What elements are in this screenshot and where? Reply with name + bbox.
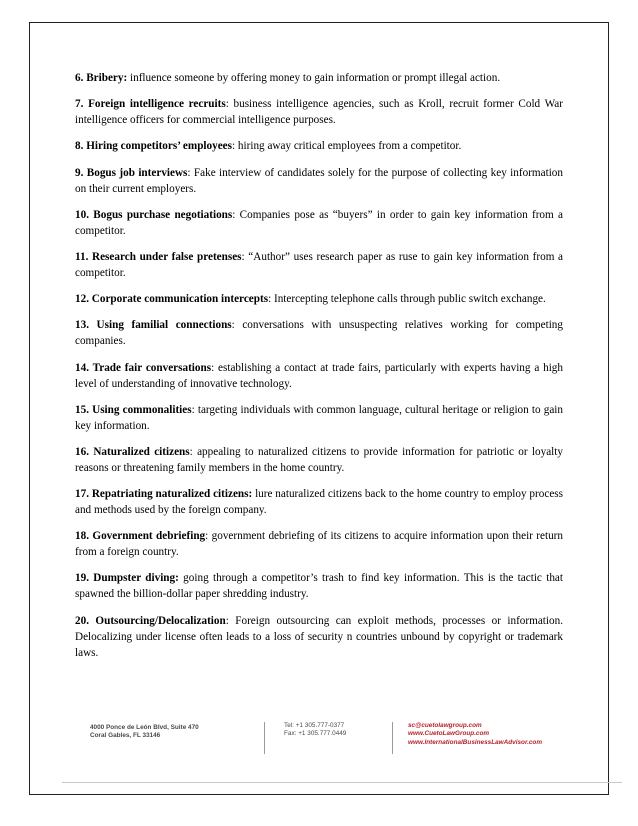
list-item xyxy=(75,402,563,434)
list-item xyxy=(75,528,563,560)
footer-divider xyxy=(264,722,265,754)
email-link[interactable]: sc@cuetolawgroup.com xyxy=(408,722,482,729)
item-text: : Companies pose as “buyers” in order to gain key information from a competitor. xyxy=(75,208,563,237)
letterhead-footer xyxy=(90,720,570,768)
list-item xyxy=(75,207,563,239)
item-title: 9. Bogus job interviews xyxy=(75,166,188,179)
item-text: : Foreign outsourcing can exploit methods, processes or information. Delocalizing under license often leads to a loss of security n countries unbound by copyright or trademark laws. xyxy=(75,614,563,659)
list-item xyxy=(75,138,563,154)
item-text: : establishing a contact at trade fairs, particularly with experts having a high level of understanding of innovative technology. xyxy=(75,361,563,390)
item-title: 11. Research under false pretenses xyxy=(75,250,242,263)
footer-web xyxy=(408,722,542,747)
item-title: 14. Trade fair conversations xyxy=(75,361,212,374)
item-text: : “Author” uses research paper as ruse to gain key information from a competitor. xyxy=(75,250,564,279)
list-item xyxy=(75,360,563,392)
item-title: 6. Bribery: xyxy=(75,72,128,84)
item-text: going through a competitor’s trash to find key information. This is the tactic that spawned the billion-dollar paper shredding industry. xyxy=(75,572,563,601)
item-title: 20. Outsourcing/Delocalization xyxy=(75,614,226,627)
item-text: : hiring away critical employees from a competitor. xyxy=(232,140,462,153)
tel-number: Tel: +1 305.777-0377 xyxy=(284,722,345,729)
footer-contact xyxy=(284,722,346,739)
item-text: : government debriefing of its citizens to acquire information upon their return from a foreign country. xyxy=(75,530,564,559)
item-title: 10. Bogus purchase negotiations xyxy=(75,208,233,221)
item-text: influence someone by offering money to gain information or prompt illegal action. xyxy=(127,72,501,84)
list-item xyxy=(75,165,563,197)
footer-divider xyxy=(392,722,393,754)
footer-address xyxy=(90,724,199,741)
fax-number: Fax: +1 305.777.0449 xyxy=(284,730,347,738)
item-text: : business intelligence agencies, such as Kroll, recruit former Cold War intelligence officers for commercial intelligence purposes. xyxy=(75,98,563,127)
item-text: : Fake interview of candidates solely for the purpose of collecting key information on their current employers. xyxy=(75,166,563,195)
list-item xyxy=(75,249,563,281)
footer-rule xyxy=(62,782,622,783)
list-item xyxy=(75,317,563,349)
item-text: : conversations with unsuspecting relatives working for competing companies. xyxy=(75,319,563,348)
list-item xyxy=(75,70,563,86)
list-item xyxy=(75,570,563,602)
item-text: : Intercepting telephone calls through public switch exchange. xyxy=(268,293,546,306)
item-title: 16. Naturalized citizens xyxy=(75,445,190,458)
item-title: 12. Corporate communication intercepts xyxy=(75,293,269,306)
list-item xyxy=(75,486,563,518)
item-title: 8. Hiring competitors’ employees xyxy=(75,140,233,153)
item-text: lure naturalized citizens back to the home country to employ process and methods used by the foreign company. xyxy=(75,488,563,517)
address-line-2: Coral Gables, FL 33146 xyxy=(90,732,161,740)
website-link-2[interactable]: www.InternationalBusinessLawAdvisor.com xyxy=(408,738,542,746)
item-title: 15. Using commonalities xyxy=(75,403,192,416)
item-title: 18. Government debriefing xyxy=(75,530,206,543)
item-title: 17. Repatriating naturalized citizens: xyxy=(75,488,253,501)
item-title: 13. Using familial connections xyxy=(75,319,232,332)
website-link-1[interactable]: www.CuetoLawGroup.com xyxy=(408,730,490,738)
document-body xyxy=(75,70,563,671)
item-title: 7. Foreign intelligence recruits xyxy=(75,98,226,111)
list-item xyxy=(75,613,563,661)
list-item xyxy=(75,444,563,476)
item-text: : targeting individuals with common language, cultural heritage or religion to gain key information. xyxy=(75,403,563,432)
list-item xyxy=(75,96,563,128)
list-item xyxy=(75,291,563,307)
item-text: : appealing to naturalized citizens to provide information for patriotic or loyalty reasons or threatening family members in the home country. xyxy=(75,445,563,474)
address-line-1: 4000 Ponce de León Blvd, Suite 470 xyxy=(90,724,199,731)
item-title: 19. Dumpster diving: xyxy=(75,572,179,585)
